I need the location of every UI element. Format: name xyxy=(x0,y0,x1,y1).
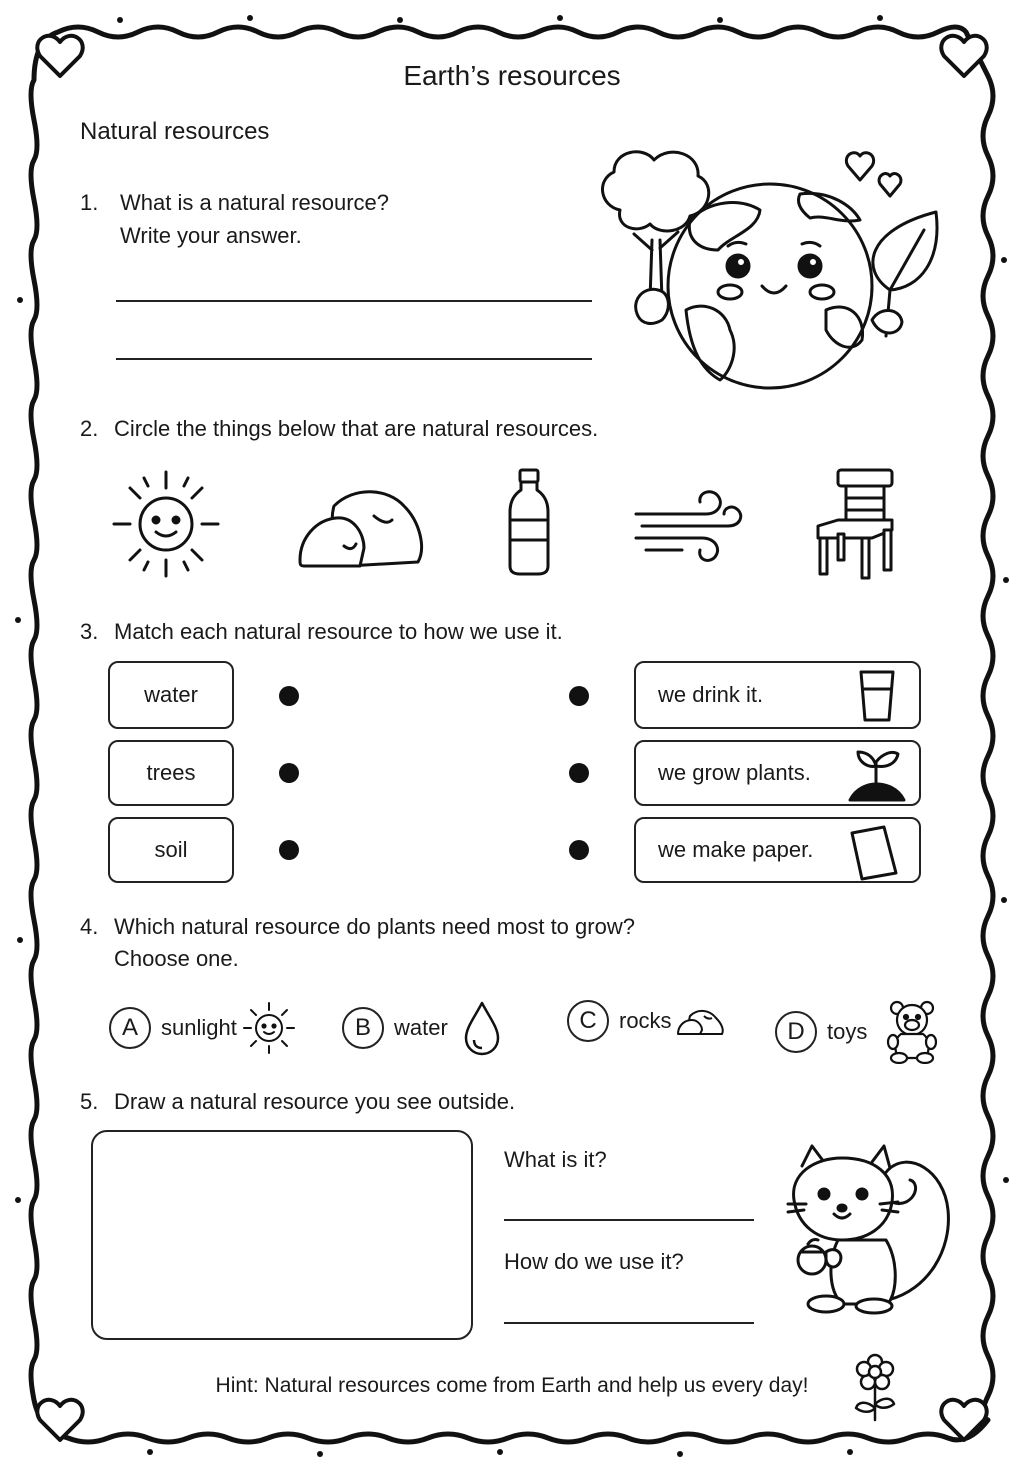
question-4-text: Which natural resource do plants need most to grow? xyxy=(114,914,635,939)
option-c[interactable] xyxy=(567,1000,726,1042)
earth-mascot-icon xyxy=(590,140,950,400)
match-right-plants[interactable] xyxy=(634,740,921,806)
hint-text: Hint: Natural resources come from Earth and help us every day! xyxy=(215,1374,809,1397)
question-number: 3. xyxy=(80,619,99,644)
option-label: rocks xyxy=(619,1008,672,1033)
question-number: 5. xyxy=(80,1089,99,1114)
match-right-label: we drink it. xyxy=(658,682,764,707)
question-number: 1. xyxy=(80,190,99,215)
prompt-how-use: How do we use it? xyxy=(504,1249,684,1274)
question-2-text: Circle the things below that are natural resources. xyxy=(114,416,599,441)
match-right-paper[interactable] xyxy=(634,817,921,883)
water-drop-icon xyxy=(462,1000,502,1056)
match-dot-right-3[interactable] xyxy=(569,840,589,860)
match-dot-left-2[interactable] xyxy=(279,763,299,783)
match-dot-left-3[interactable] xyxy=(279,840,299,860)
match-dot-right-2[interactable] xyxy=(569,763,589,783)
flower-icon xyxy=(850,1352,900,1424)
chair-icon[interactable] xyxy=(812,466,896,582)
option-letter: B xyxy=(342,1007,384,1049)
option-letter: A xyxy=(109,1007,151,1049)
question-1 xyxy=(80,186,389,252)
question-1-text: What is a natural resource? xyxy=(120,190,390,215)
answer-line-what[interactable] xyxy=(504,1219,754,1221)
question-4 xyxy=(80,911,635,975)
match-dot-right-1[interactable] xyxy=(569,686,589,706)
answer-line-1[interactable] xyxy=(116,300,592,302)
match-right-label: we make paper. xyxy=(658,837,814,862)
option-d[interactable] xyxy=(775,1000,939,1064)
glass-of-water-icon xyxy=(858,669,896,723)
answer-line-how[interactable] xyxy=(504,1322,754,1324)
answer-line-2[interactable] xyxy=(116,358,592,360)
match-dot-left-1[interactable] xyxy=(279,686,299,706)
question-5 xyxy=(80,1085,515,1118)
match-left-label: trees xyxy=(146,760,196,785)
match-left-label: soil xyxy=(154,837,188,862)
option-label: sunlight xyxy=(161,1015,237,1040)
page-title: Earth’s resources xyxy=(403,60,621,91)
question-number: 4. xyxy=(80,914,99,939)
sun-icon[interactable] xyxy=(108,466,224,582)
option-a[interactable] xyxy=(109,1000,297,1056)
question-4-instruction: Choose one. xyxy=(114,946,239,971)
prompt-what-is-it: What is it? xyxy=(504,1147,607,1172)
water-bottle-icon[interactable] xyxy=(504,466,554,578)
option-letter: D xyxy=(775,1011,817,1053)
wind-icon[interactable] xyxy=(632,484,748,568)
paper-sheet-icon xyxy=(848,823,900,881)
small-rocks-icon xyxy=(676,1006,726,1036)
question-1-instruction: Write your answer. xyxy=(120,223,302,248)
match-left-trees[interactable] xyxy=(108,740,234,806)
question-5-text: Draw a natural resource you see outside. xyxy=(114,1089,516,1114)
option-letter: C xyxy=(567,1000,609,1042)
option-b[interactable] xyxy=(342,1000,502,1056)
rocks-icon[interactable] xyxy=(294,486,428,572)
question-3 xyxy=(80,615,563,648)
match-right-label: we grow plants. xyxy=(658,760,811,785)
small-sun-icon xyxy=(241,1000,297,1056)
match-left-soil[interactable] xyxy=(108,817,234,883)
question-3-text: Match each natural resource to how we use it. xyxy=(114,619,563,644)
option-label: water xyxy=(394,1015,448,1040)
drawing-box[interactable] xyxy=(91,1130,473,1340)
question-2 xyxy=(80,412,598,445)
squirrel-icon xyxy=(778,1140,958,1320)
teddy-bear-icon xyxy=(885,1000,939,1064)
match-right-drink[interactable] xyxy=(634,661,921,729)
match-left-label: water xyxy=(144,682,198,707)
match-left-water[interactable] xyxy=(108,661,234,729)
seedling-icon xyxy=(846,746,906,802)
question-number: 2. xyxy=(80,416,99,441)
section-subtitle: Natural resources xyxy=(80,118,270,145)
option-label: toys xyxy=(827,1019,868,1044)
